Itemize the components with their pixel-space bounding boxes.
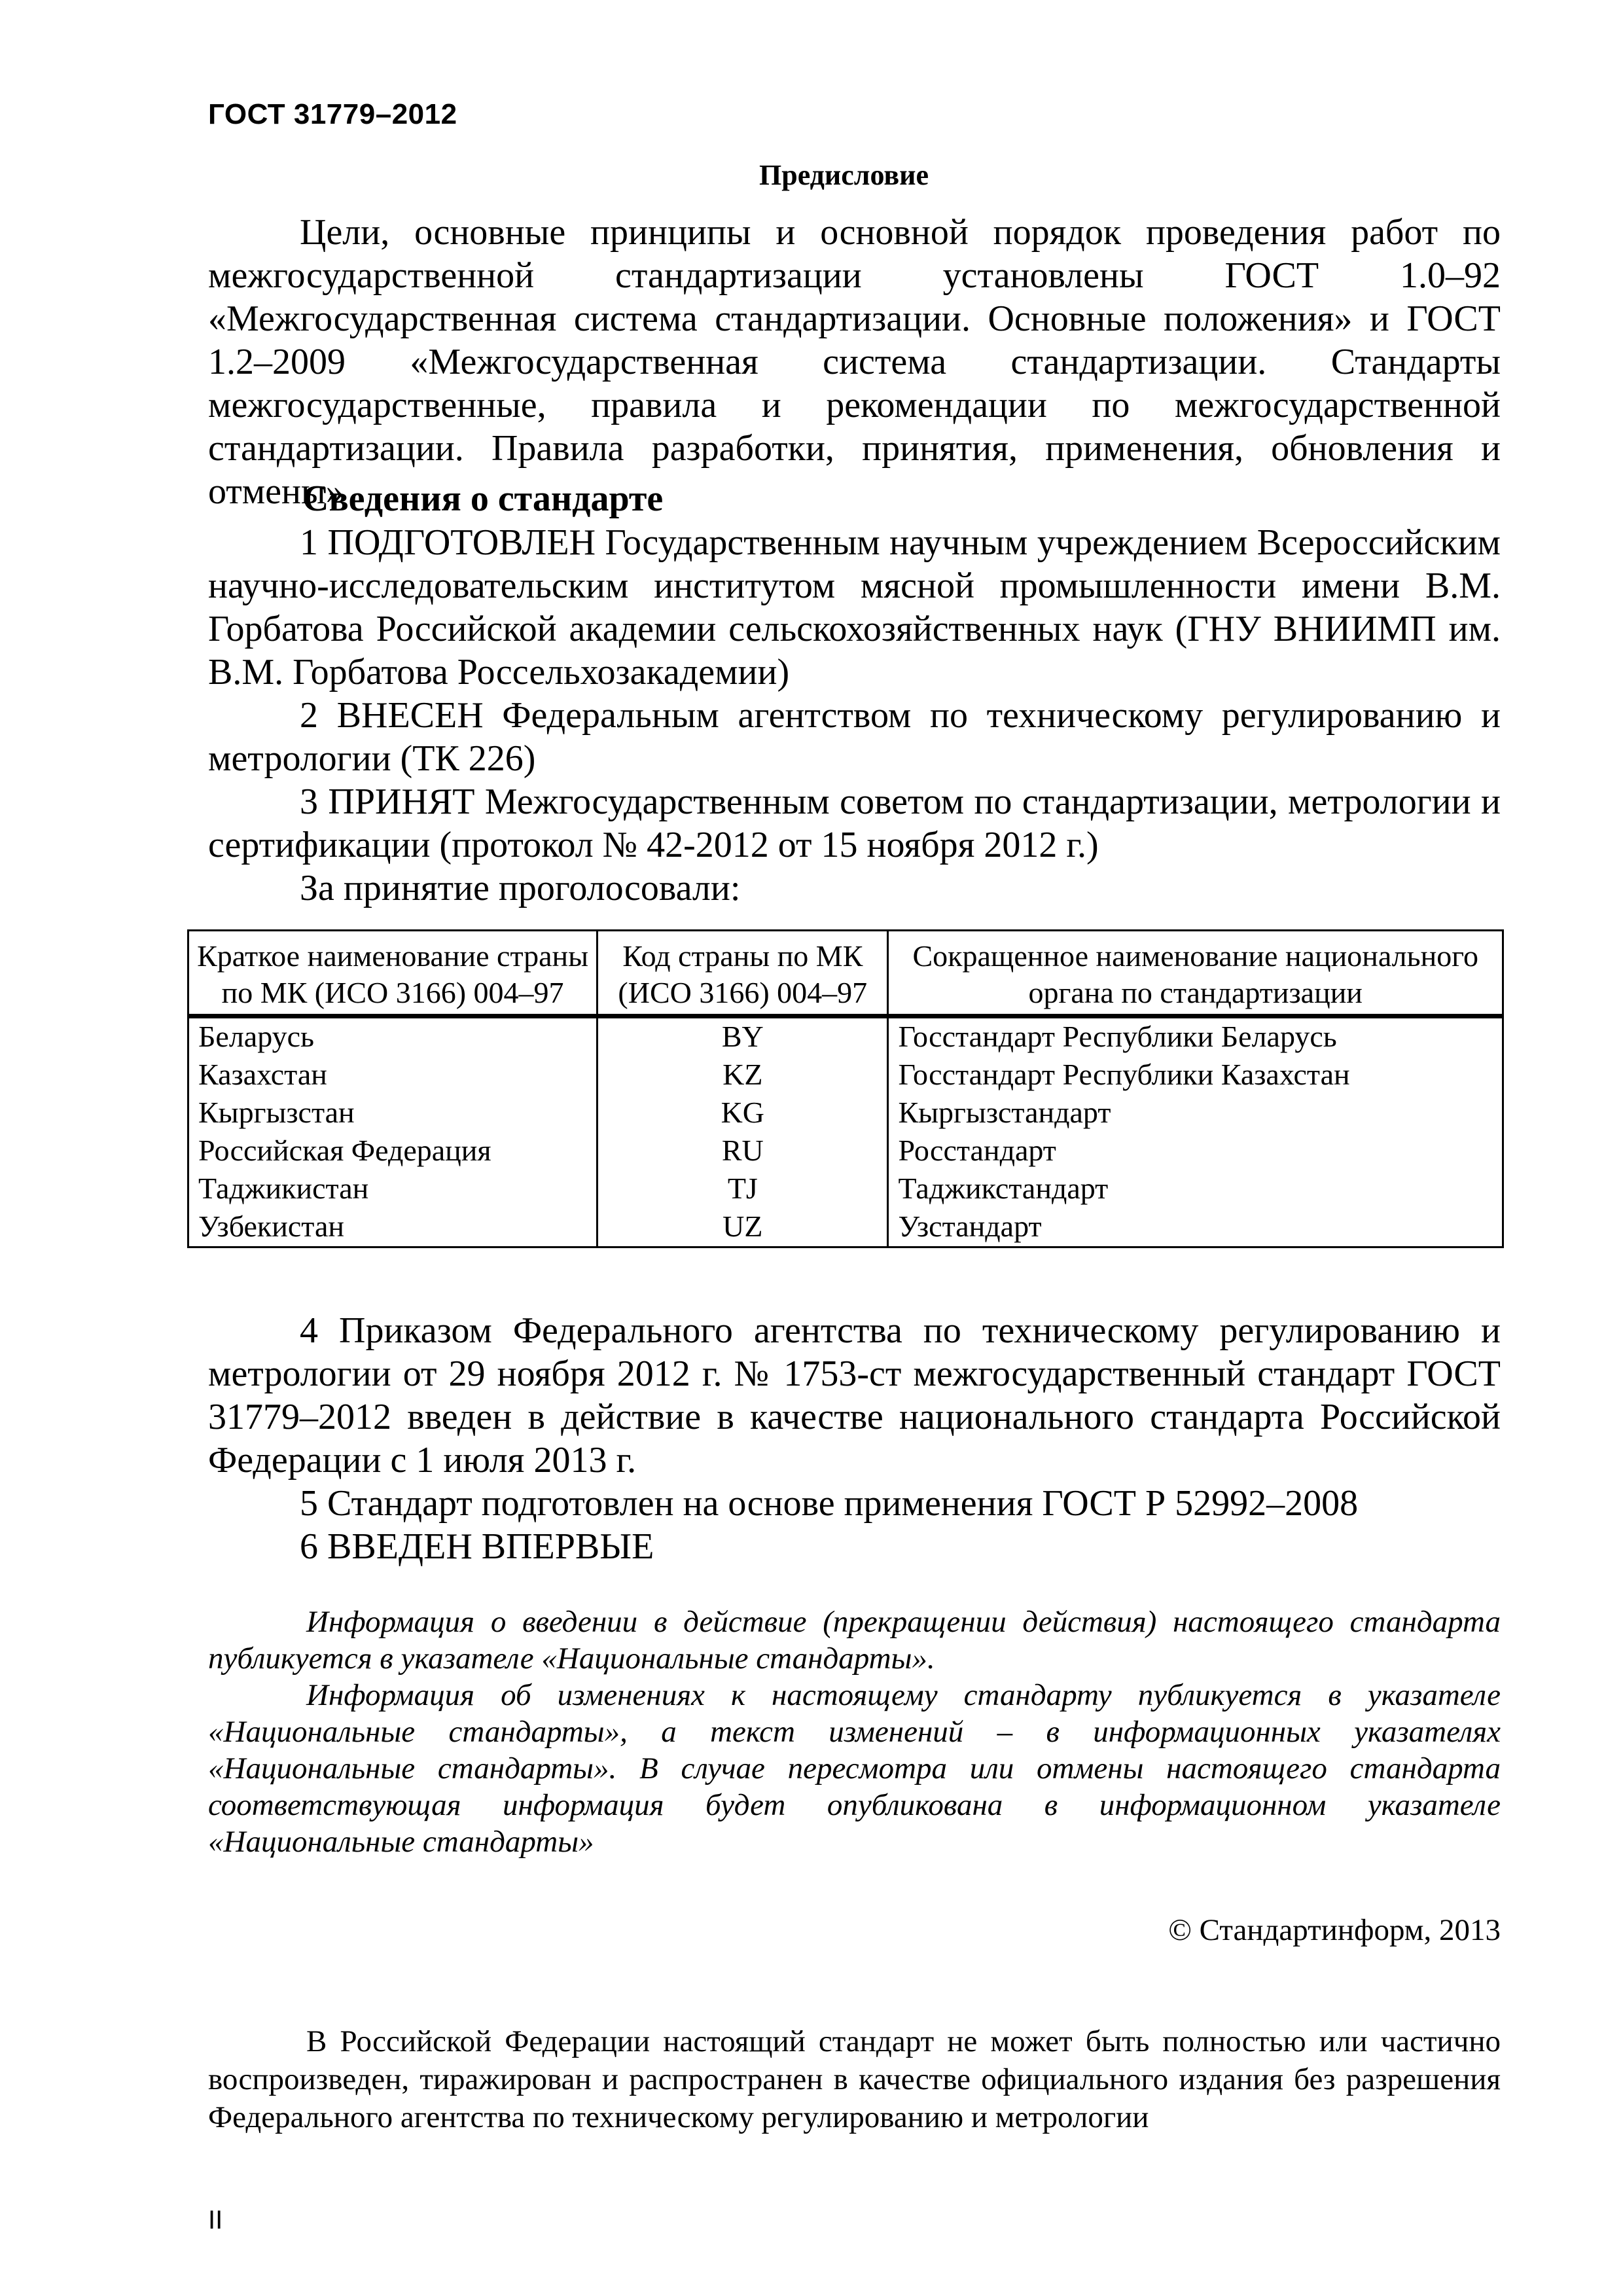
- cell-code: TJ: [597, 1170, 888, 1208]
- cell-body: Узстандарт: [888, 1208, 1503, 1247]
- standard-info-items: [208, 521, 1501, 910]
- cell-country: Российская Федерация: [188, 1132, 597, 1170]
- legal-paragraph: В Российской Федерации настоящий стандарт не может быть полностью или частично воспроизведен, тиражирован и распространен в качестве официального издания без разрешения Федерального агентства по техническому регулированию и метрологии: [208, 2024, 1501, 2134]
- item-4-order: 4 Приказом Федерального агентства по техническому регулированию и метрологии от 29 ноября 2012 г. № 1753-ст межгосударственный стандарт ГОСТ 31779–2012 введен в действие в качестве национального стандарта Российской Федерации с 1 июля 2013 г.: [208, 1310, 1501, 1480]
- item-1-prepared: 1 ПОДГОТОВЛЕН Государственным научным учреждением Всероссийским научно-исследовательским институтом мясной промышленности имени В.М. Горбатова Российской академии сельскохозяйственных наук (ГНУ ВНИИМП им. В.М. Горбатова Россельхозакадемии): [208, 522, 1501, 692]
- table-header-row: [188, 931, 1503, 1016]
- cell-country: Таджикистан: [188, 1170, 597, 1208]
- cell-body: Таджикстандарт: [888, 1170, 1503, 1208]
- cell-code: BY: [597, 1016, 888, 1057]
- item-3-adopted: 3 ПРИНЯТ Межгосударственным советом по стандартизации, метрологии и сертификации (протокол № 42-2012 от 15 ноября 2012 г.): [208, 781, 1501, 865]
- page-number: II: [208, 2206, 223, 2234]
- column-header-body: Сокращенное наименование национального органа по стандартизации: [888, 931, 1503, 1016]
- voted-label: За принятие проголосовали:: [300, 868, 741, 908]
- intro-paragraph: Цели, основные принципы и основной порядок проведения работ по межгосударственной стандартизации установлены ГОСТ 1.0–92 «Межгосударственная система стандартизации. Основные положения» и ГОСТ 1.2–2009 «Межгосударственная система стандартизации. Стандарты межгосударственные, правила и рекомендации по межгосударственной стандартизации. Правила разработки, принятия, применения, обновления и отмены»: [208, 212, 1501, 512]
- item-5-basis: 5 Стандарт подготовлен на основе применения ГОСТ Р 52992–2008: [300, 1483, 1359, 1524]
- table-row: [188, 1016, 1503, 1057]
- document-code-header: ГОСТ 31779–2012: [208, 98, 457, 130]
- cell-code: KZ: [597, 1056, 888, 1094]
- cell-body: Росстандарт: [888, 1132, 1503, 1170]
- cell-code: KG: [597, 1094, 888, 1132]
- preface-title: Предисловие: [759, 159, 929, 191]
- item-2-submitted: 2 ВНЕСЕН Федеральным агентством по техническому регулированию и метрологии (ТК 226): [208, 695, 1501, 779]
- cell-body: Кыргызстандарт: [888, 1094, 1503, 1132]
- cell-body: Госстандарт Республики Беларусь: [888, 1016, 1503, 1057]
- table-row: [188, 1094, 1503, 1132]
- table-row: [188, 1170, 1503, 1208]
- item-6-first-introduced: 6 ВВЕДЕН ВПЕРВЫЕ: [300, 1526, 654, 1567]
- table-row: [188, 1208, 1503, 1247]
- cell-country: Беларусь: [188, 1016, 597, 1057]
- cell-country: Кыргызстан: [188, 1094, 597, 1132]
- copyright-notice: © Стандартинформ, 2013: [1168, 1913, 1501, 1947]
- legal-notice: [208, 2022, 1501, 2136]
- note-introduction-info: Информация о введении в действие (прекращении действия) настоящего стандарта публикуется в указателе «Национальные стандарты».: [208, 1605, 1501, 1676]
- cell-code: UZ: [597, 1208, 888, 1247]
- cell-country: Узбекистан: [188, 1208, 597, 1247]
- table-row: [188, 1056, 1503, 1094]
- voting-countries-table: [187, 929, 1504, 1248]
- cell-country: Казахстан: [188, 1056, 597, 1094]
- column-header-country: Краткое наименование страны по МК (ИСО 3166) 004–97: [188, 931, 597, 1016]
- publication-notes: [208, 1604, 1501, 1860]
- table-row: [188, 1132, 1503, 1170]
- post-table-items: [208, 1309, 1501, 1568]
- note-changes-info: Информация об изменениях к настоящему стандарту публикуется в указателе «Национальные стандарты», а текст изменений – в информационных указателях «Национальные стандарты». В случае пересмотра или отмены настоящего стандарта соответствующая информация будет опубликована в информационном указателе «Национальные стандарты»: [208, 1678, 1501, 1859]
- cell-code: RU: [597, 1132, 888, 1170]
- column-header-code: Код страны по МК (ИСО 3166) 004–97: [597, 931, 888, 1016]
- cell-body: Госстандарт Республики Казахстан: [888, 1056, 1503, 1094]
- info-heading: Сведения о стандарте: [302, 478, 664, 519]
- preface-intro: [208, 211, 1501, 513]
